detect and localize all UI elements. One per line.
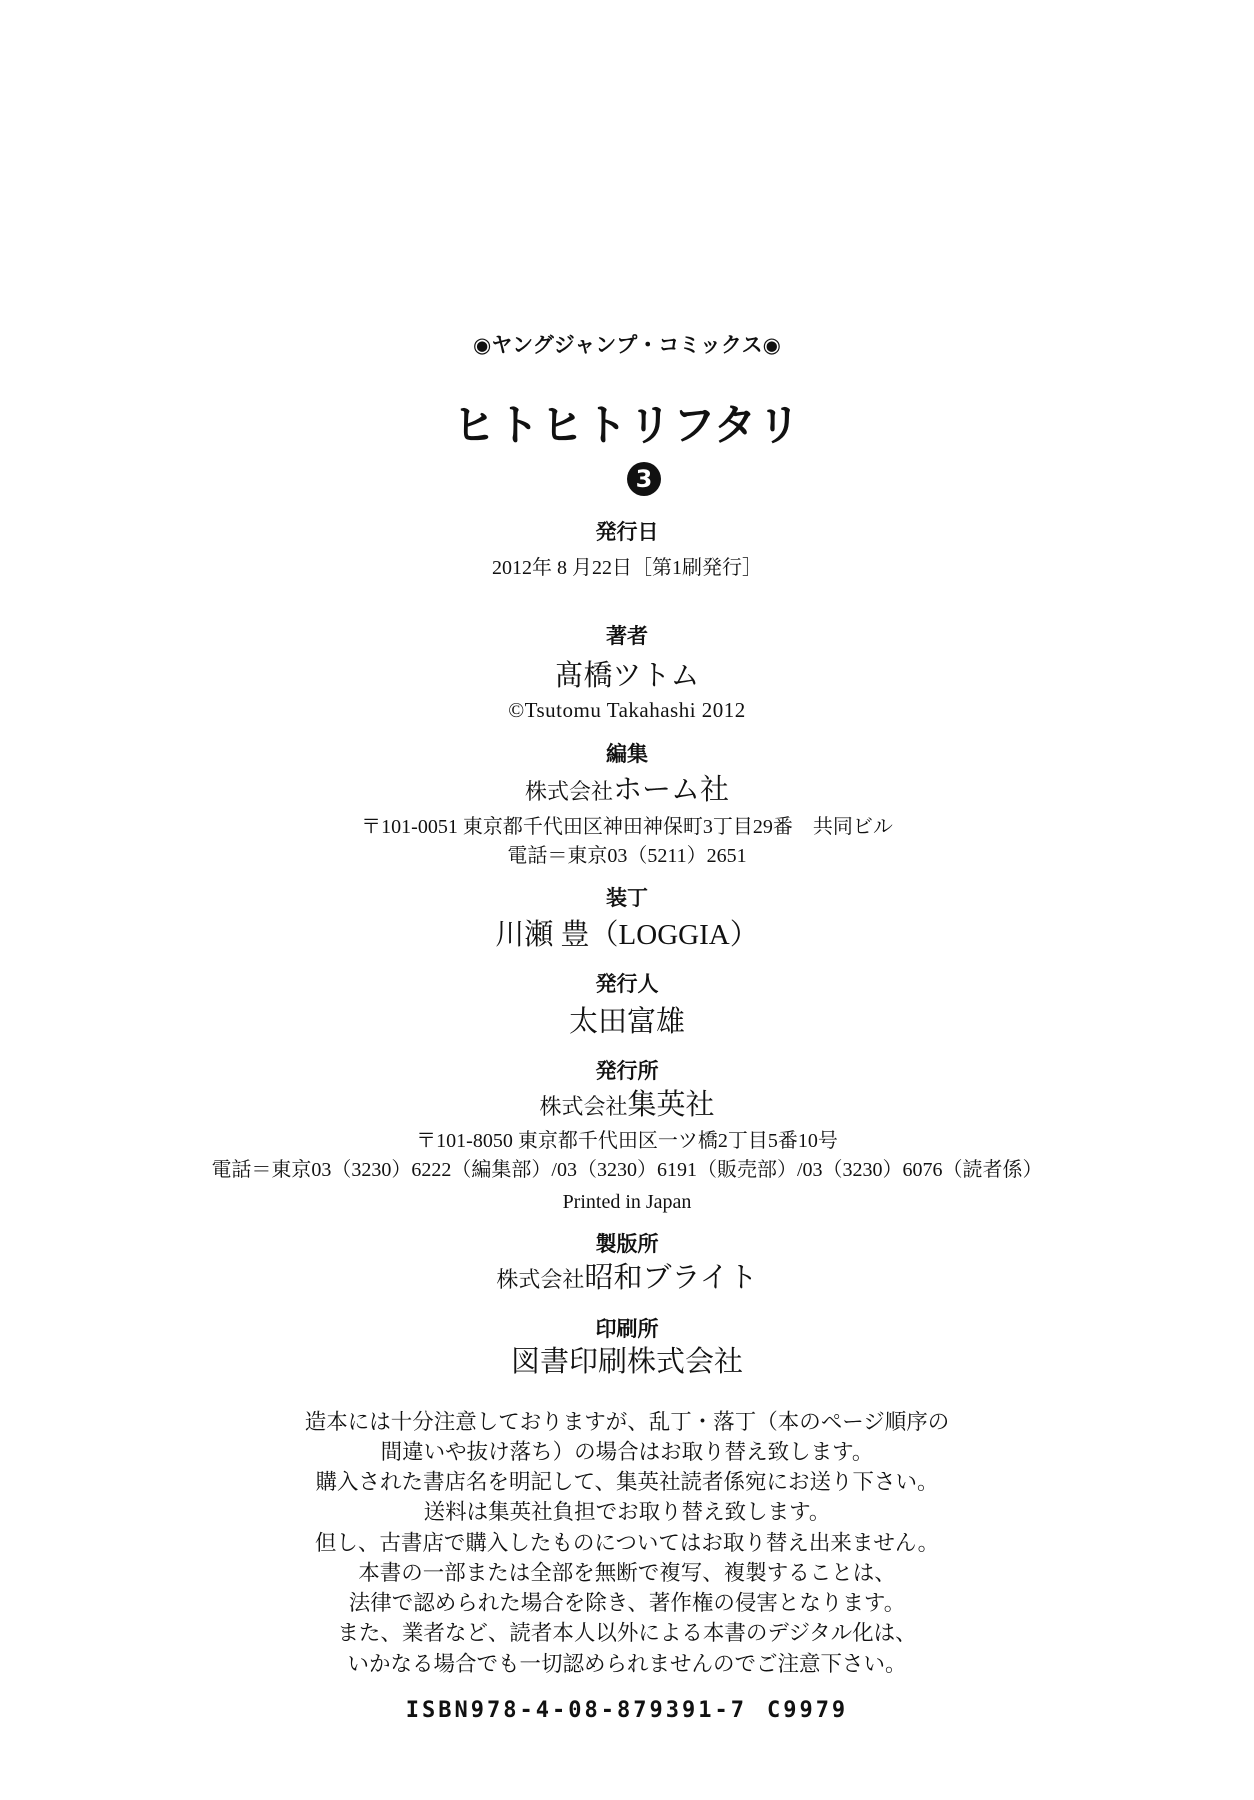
platemaking-company-name: 昭和ブライト — [584, 1262, 758, 1294]
notice-line: 間違いや抜け落ち）の場合はお取り替え致します。 — [380, 1440, 874, 1465]
publisher-heading: 発行所 — [595, 1059, 659, 1083]
classification-code: C9979 — [766, 1698, 849, 1723]
binding-designer-name: 川瀬 豊（LOGGIA） — [495, 919, 759, 951]
author-name: 髙橋ツトム — [554, 660, 700, 692]
book-title: ヒトヒトリフタリ — [452, 401, 802, 451]
editor-company-prefix: 株式会社 — [524, 780, 613, 805]
author-heading: 著者 — [606, 624, 648, 648]
notice-line: 法律で認められた場合を除き、著作権の侵害となります。 — [348, 1591, 906, 1616]
notice-line: 但し、古書店で購入したものについてはお取り替え出来ません。 — [314, 1531, 940, 1556]
isbn-number: ISBN978-4-08-879391-7 — [405, 1698, 747, 1723]
isbn-line — [0, 1700, 1254, 1722]
publisher-company — [0, 1091, 1254, 1120]
copyright-notice: ©Tsutomu Takahashi 2012 — [508, 698, 746, 722]
printing-heading: 印刷所 — [595, 1317, 659, 1341]
publisher-person-heading: 発行人 — [595, 972, 659, 996]
volume-number-badge: 3 — [627, 462, 661, 496]
notice-line: 送料は集英社負担でお取り替え致します。 — [423, 1500, 831, 1525]
notice-line: 本書の一部または全部を無断で複写、複製することは、 — [358, 1561, 896, 1586]
printing-company-name: 図書印刷株式会社 — [510, 1346, 743, 1378]
platemaking-heading: 製版所 — [595, 1232, 659, 1256]
publisher-company-prefix: 株式会社 — [539, 1095, 628, 1120]
editor-phone: 電話＝東京03（5211）2651 — [507, 845, 747, 867]
printed-in-label: Printed in Japan — [562, 1191, 692, 1213]
notice-line: いかなる場合でも一切認められませんのでご注意下さい。 — [347, 1652, 907, 1677]
notice-line: 購入された書店名を明記して、集英社読者係宛にお送り下さい。 — [315, 1470, 939, 1495]
publication-date: 2012年 8 月22日［第1刷発行］ — [492, 557, 762, 579]
imprint-label: ◉ヤングジャンプ・コミックス◉ — [473, 333, 781, 357]
publisher-phone: 電話＝東京03（3230）6222（編集部）/03（3230）6191（販売部）/03（3230）6076（読者係） — [211, 1159, 1043, 1181]
platemaking-company-prefix: 株式会社 — [496, 1268, 585, 1293]
notice-line: 造本には十分注意しておりますが、乱丁・落丁（本のページ順序の — [304, 1410, 950, 1435]
publisher-company-name: 集英社 — [627, 1089, 715, 1121]
editor-company — [0, 776, 1254, 805]
publisher-person-name: 太田富雄 — [568, 1006, 685, 1038]
publication-date-heading: 発行日 — [595, 520, 659, 544]
publisher-address: 〒101-8050 東京都千代田区一ツ橋2丁目5番10号 — [416, 1130, 838, 1152]
notice-line: また、業者など、読者本人以外による本書のデジタル化は、 — [337, 1621, 917, 1646]
editor-company-name: ホーム社 — [613, 774, 730, 806]
editor-address: 〒101-0051 東京都千代田区神田神保町3丁目29番 共同ビル — [361, 816, 893, 838]
platemaking-company — [0, 1264, 1254, 1293]
editor-heading: 編集 — [606, 742, 648, 766]
binding-design-heading: 装丁 — [606, 886, 648, 910]
